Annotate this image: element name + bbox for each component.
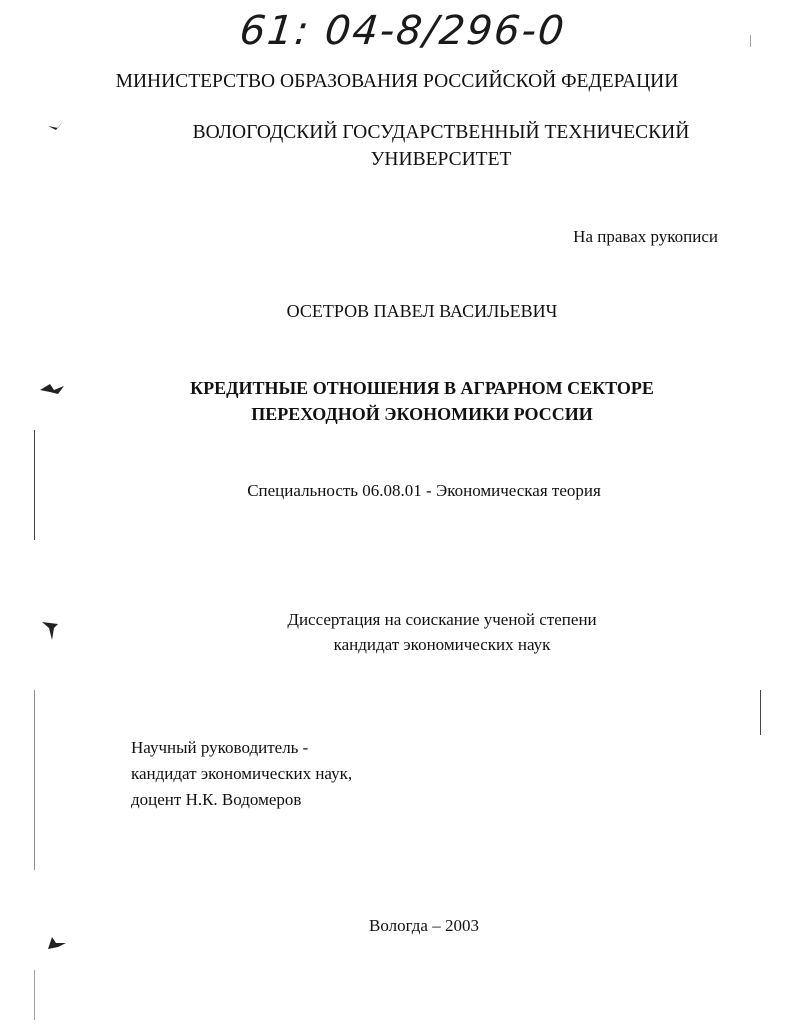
handwritten-archive-code: 61: 04-8/296-0: [237, 8, 568, 54]
scan-mark-1: [46, 118, 66, 134]
scan-edge-line-5: [34, 970, 35, 1020]
dissertation-degree-line2: кандидат экономических наук: [333, 635, 551, 654]
scan-mark-2: [38, 380, 68, 398]
scan-edge-line-3: [760, 690, 761, 735]
dissertation-degree-line1: Диссертация на соискание ученой степени: [287, 610, 597, 629]
supervisor-line1: Научный руководитель -: [131, 738, 309, 757]
scan-edge-line-1: [34, 430, 35, 540]
scan-mark-3: [40, 618, 62, 642]
specialty-line: Специальность 06.08.01 - Экономическая теория: [247, 481, 601, 500]
manuscript-rights-note: На правах рукописи: [573, 227, 718, 246]
scan-edge-line-2: [34, 690, 35, 870]
university-name-line1: ВОЛОГОДСКИЙ ГОСУДАРСТВЕННЫЙ ТЕХНИЧЕСКИЙ: [192, 122, 690, 143]
place-and-year: Вологда – 2003: [369, 916, 479, 935]
author-name: ОСЕТРОВ ПАВЕЛ ВАСИЛЬЕВИЧ: [286, 301, 558, 321]
university-name-line2: УНИВЕРСИТЕТ: [370, 149, 512, 170]
supervisor-line3: доцент Н.К. Водомеров: [131, 790, 302, 809]
ministry-heading: МИНИСТЕРСТВО ОБРАЗОВАНИЯ РОССИЙСКОЙ ФЕДЕРАЦИИ: [115, 71, 679, 92]
supervisor-line2: кандидат экономических наук,: [131, 764, 353, 783]
scan-edge-line-4: [750, 35, 751, 47]
scan-mark-4: [46, 935, 68, 953]
thesis-title-line1: КРЕДИТНЫЕ ОТНОШЕНИЯ В АГРАРНОМ СЕКТОРЕ: [190, 378, 654, 398]
thesis-title-line2: ПЕРЕХОДНОЙ ЭКОНОМИКИ РОССИИ: [251, 404, 593, 424]
